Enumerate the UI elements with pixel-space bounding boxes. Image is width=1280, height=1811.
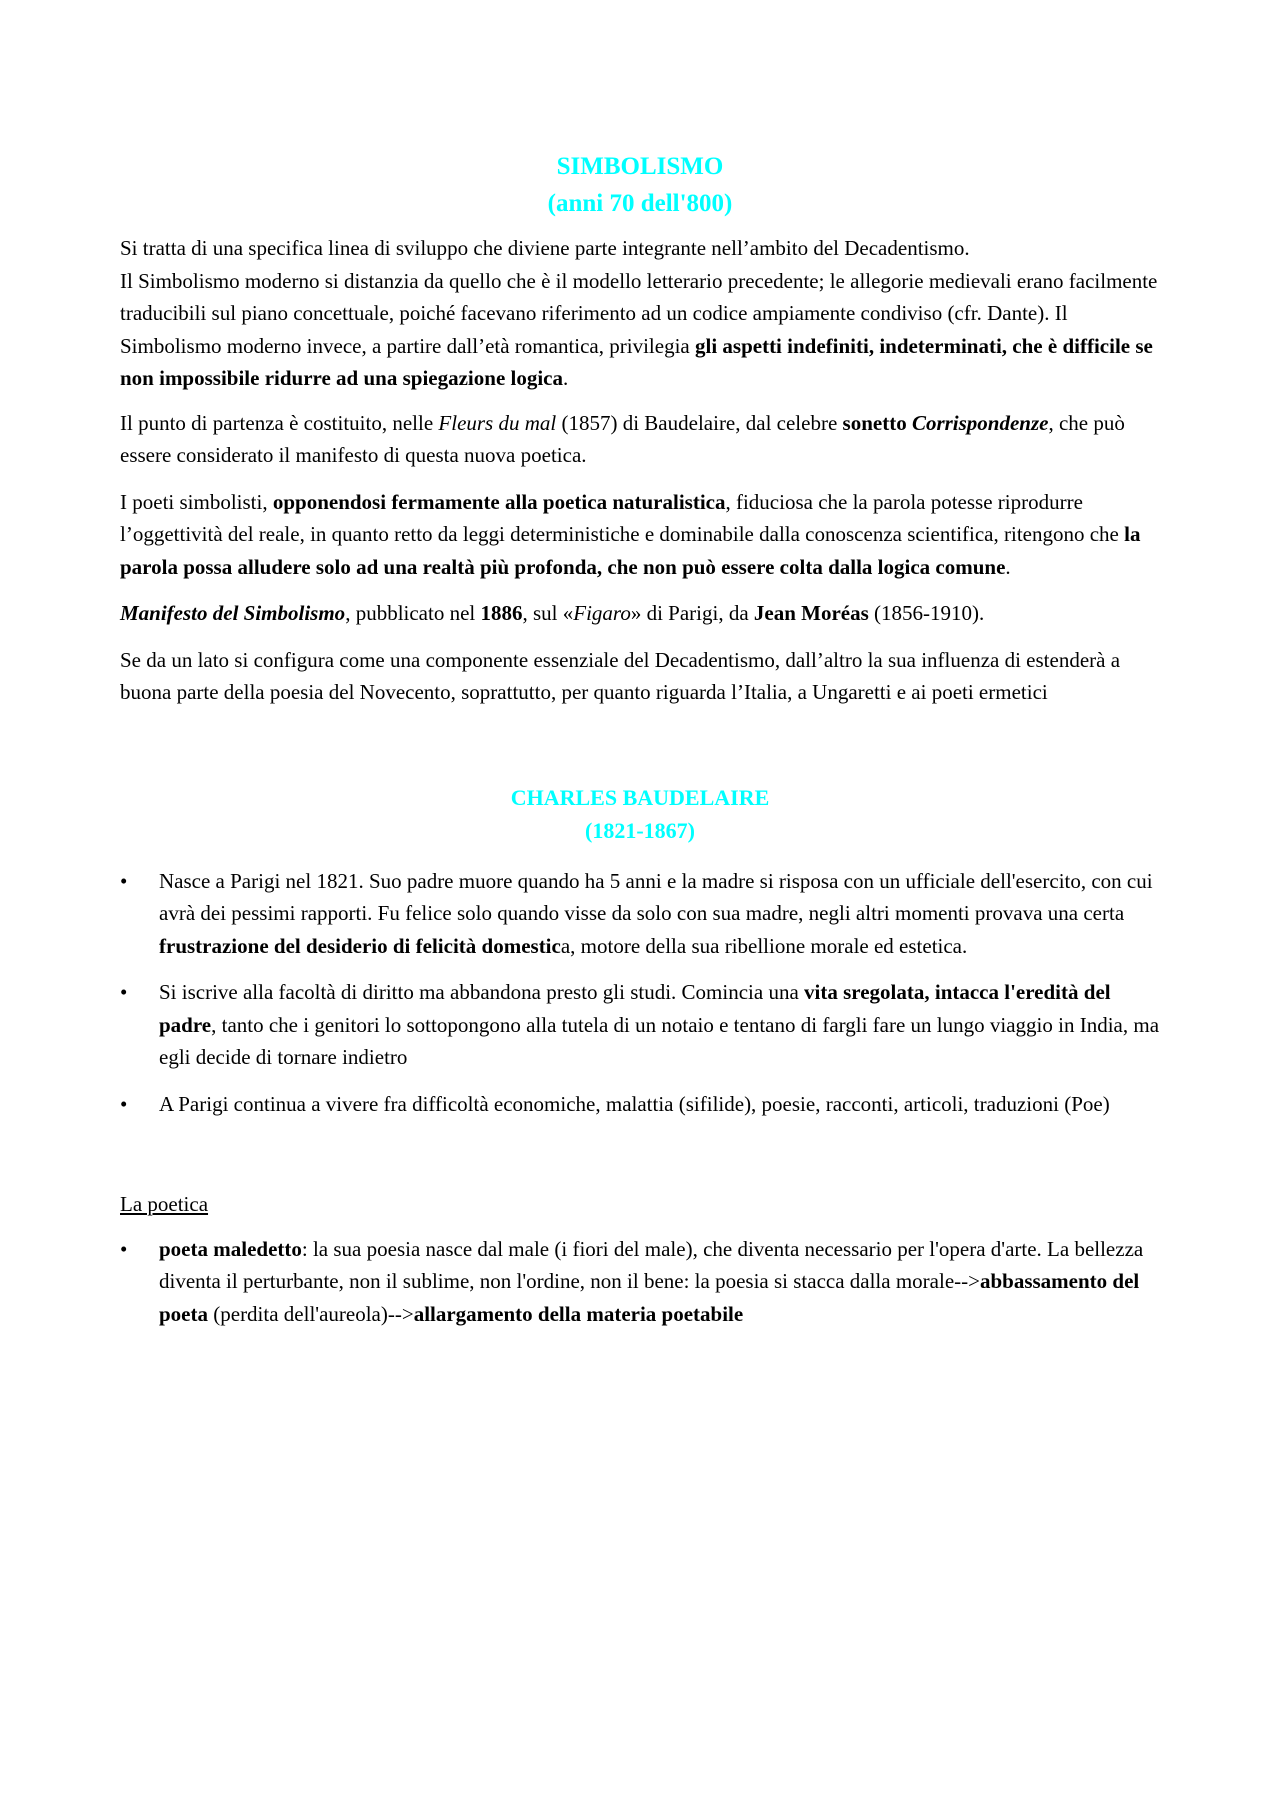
text: Nasce a Parigi nel 1821. Suo padre muore quando ha 5 anni e la madre si risposa con un ufficiale dell'esercito, con cui avrà dei pessimi rapporti. Fu felice solo quando visse da solo con sua madre, negli altri momenti provava una certa xyxy=(159,868,1153,925)
text: (1857) di Baudelaire, dal celebre xyxy=(556,410,843,435)
underlined-heading: La poetica xyxy=(120,1192,209,1216)
paragraph-fleurs xyxy=(120,407,1160,472)
bold-text: vita sregolata, intacca l'eredità del padre xyxy=(159,980,1111,1037)
text: a, motore della sua ribellione morale ed estetica. xyxy=(560,933,968,958)
text: . xyxy=(1005,554,1011,579)
bold-text: allargamento della materia poetabile xyxy=(413,1301,744,1326)
text: , sul « xyxy=(522,601,574,625)
italic-title: Fleurs du mal xyxy=(438,410,557,435)
bold-italic-title: Corrispondenze xyxy=(911,410,1049,435)
bold-year: 1886 xyxy=(480,601,523,625)
text: Il punto di partenza è costituito, nelle xyxy=(120,410,439,435)
bio-list xyxy=(120,865,1160,1121)
text: I poeti simbolisti, xyxy=(120,489,273,514)
bold-text: abbassamento del poeta xyxy=(159,1269,1140,1326)
section-title-line-2: (1821-1867) xyxy=(585,817,695,843)
text: : la sua poesia nasce dal male (i fiori del male), che diventa necessario per l'opera d'arte. La bellezza diventa il perturbante, non il sublime, non l'ordine, non il bene: la poesia si stacca dalla morale--> xyxy=(159,1236,1144,1293)
intro-end: . xyxy=(563,366,569,390)
bold-text: sonetto xyxy=(842,410,912,435)
paragraph-influenza: Se da un lato si configura come una componente essenziale del Decadentismo, dall’altro la sua influenza di estenderà a buona parte della poesia del Novecento, soprattutto, per quanto riguarda l’Italia, a Ungaretti e ai poeti ermetici xyxy=(120,647,1121,704)
bold-text: la parola possa alludere solo ad una realtà più profonda, che non può essere colta dalla logica comune xyxy=(120,522,1141,579)
bullet-icon: • xyxy=(120,1091,128,1116)
intro-text-2: Il Simbolismo moderno si distanzia da quello che è il modello letterario precedente; le allegorie medievali erano facilmente traducibili sul piano concettuale, poiché facevano riferimento ad un codice ampiamente condiviso (cfr. Dante). Il Simbolismo moderno invece, a partire dall’età romantica, privilegia xyxy=(120,268,1158,358)
section-title-line-1: CHARLES BAUDELAIRE xyxy=(510,784,770,810)
text: (perdita dell'aureola)--> xyxy=(208,1301,414,1326)
text: , che può essere considerato il manifesto di questa nuova poetica. xyxy=(120,410,1125,467)
italic-title: Figaro xyxy=(573,601,631,625)
text: , tanto che i genitori lo sottopongono alla tutela di un notaio e tentano di fargli fare un lungo viaggio in India, ma egli decide di tornare indietro xyxy=(159,1012,1160,1069)
text: , pubblicato nel xyxy=(345,601,481,625)
bold-name: Jean Moréas xyxy=(753,601,869,625)
text: A Parigi continua a vivere fra difficoltà economiche, malattia (sifilide), poesie, racconti, articoli, traduzioni (Poe) xyxy=(159,1091,1110,1116)
intro-bold: gli aspetti indefiniti, indeterminati, che è difficile se non impossibile ridurre ad una spiegazione logica xyxy=(120,333,1153,390)
list-item xyxy=(120,1233,1160,1331)
text: , fiduciosa che la parola potesse riprodurre l’oggettività del reale, in quanto retto da leggi deterministiche e dominabile dalla conoscenza scientifica, ritengono che xyxy=(120,489,1125,546)
list-item xyxy=(120,865,1160,963)
bold-text: frustrazione del desiderio di felicità domestic xyxy=(159,933,561,958)
title-line-1: SIMBOLISMO xyxy=(556,153,724,180)
paragraph-manifesto xyxy=(120,597,1160,630)
poetica-list xyxy=(120,1233,1160,1331)
bullet-icon: • xyxy=(120,1236,128,1261)
bullet-icon: • xyxy=(120,980,128,1004)
text: Si iscrive alla facoltà di diritto ma abbandona presto gli studi. Comincia una xyxy=(159,980,805,1004)
bullet-icon: • xyxy=(120,868,128,893)
section-title-baudelaire xyxy=(120,781,1160,847)
intro-text-1: Si tratta di una specifica linea di sviluppo che diviene parte integrante nell’ambito del Decadentismo. xyxy=(120,236,970,260)
list-item xyxy=(120,1088,1160,1121)
bold-text: poeta maledetto xyxy=(159,1236,302,1261)
text: (1856-1910). xyxy=(868,601,985,625)
paragraph-poeti-simbolisti xyxy=(120,486,1160,584)
text: » di Parigi, da xyxy=(630,601,754,625)
list-item xyxy=(120,976,1160,1074)
title-line-2: (anni 70 dell'800) xyxy=(547,190,733,217)
intro-paragraph xyxy=(120,232,1160,395)
poetica-heading xyxy=(120,1188,1160,1221)
page-title xyxy=(120,148,1160,222)
bold-italic-title: Manifesto del Simbolismo xyxy=(120,601,346,625)
bold-text: opponendosi fermamente alla poetica naturalistica xyxy=(272,489,726,514)
